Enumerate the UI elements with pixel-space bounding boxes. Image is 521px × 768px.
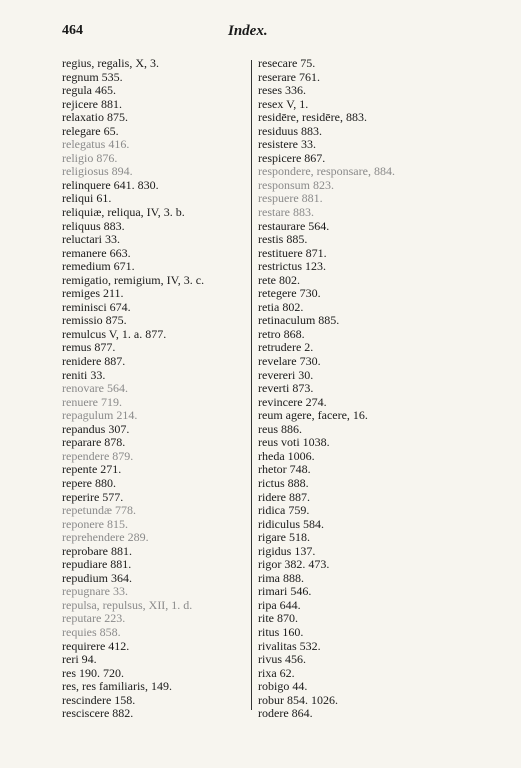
index-entry: reparare 878. — [62, 435, 126, 450]
index-entry: restis 885. — [258, 232, 308, 247]
index-entry: rima 888. — [258, 570, 304, 585]
index-entry: restrictus 123. — [258, 259, 326, 274]
index-entry: revereri 30. — [258, 367, 314, 382]
index-entry: reprobare 881. — [62, 543, 132, 558]
index-entry: relegatus 416. — [62, 137, 130, 152]
index-entry: regnum 535. — [62, 69, 123, 84]
index-entry: rescindere 158. — [62, 692, 136, 707]
index-entry: ridica 759. — [258, 503, 310, 518]
index-entry: restare 883. — [258, 205, 314, 220]
index-entry: renidere 887. — [62, 354, 126, 369]
index-entry: resex V, 1. — [258, 96, 309, 111]
index-entry: rigidus 137. — [258, 543, 316, 558]
index-entry: remedium 671. — [62, 259, 135, 274]
index-entry: robigo 44. — [258, 679, 308, 694]
index-entry: rictus 888. — [258, 475, 309, 490]
index-entry: repudiare 881. — [62, 557, 132, 572]
index-entry: repagulum 214. — [62, 408, 138, 423]
index-entry: ridere 887. — [258, 489, 310, 504]
index-entry: res, res familiaris, 149. — [62, 679, 172, 694]
index-entry: respuere 881. — [258, 191, 323, 206]
index-entry: res 190. 720. — [62, 665, 124, 680]
index-entry: retrudere 2. — [258, 340, 314, 355]
index-entry: requies 858. — [62, 624, 121, 639]
index-entry: rixa 62. — [258, 665, 295, 680]
index-entry: remanere 663. — [62, 245, 131, 260]
index-entry: rimari 546. — [258, 584, 312, 599]
index-entry: renovare 564. — [62, 381, 128, 396]
index-entry: rependere 879. — [62, 448, 134, 463]
index-entry: rete 802. — [258, 272, 300, 287]
index-entry: reluctari 33. — [62, 232, 120, 247]
index-entry: remiges 211. — [62, 286, 124, 301]
index-entry: respondere, responsare, 884. — [258, 164, 395, 179]
index-entry: repandus 307. — [62, 421, 130, 436]
index-entry: reus 886. — [258, 421, 302, 436]
index-entry: restituere 871. — [258, 245, 327, 260]
index-entry: repudium 364. — [62, 570, 132, 585]
index-entry: rigor 382. 473. — [258, 557, 330, 572]
index-entry: relaxatio 875. — [62, 110, 128, 125]
index-entry: restaurare 564. — [258, 218, 330, 233]
index-entry: reses 336. — [258, 83, 306, 98]
index-entry: retia 802. — [258, 299, 304, 314]
index-entry: reliquus 883. — [62, 218, 125, 233]
index-entry: regius, regalis, X, 3. — [62, 56, 159, 70]
index-entry: reliquiæ, reliqua, IV, 3. b. — [62, 205, 185, 220]
index-entry: reperire 577. — [62, 489, 124, 504]
index-entry: revincere 274. — [258, 394, 327, 409]
index-entry: reponere 815. — [62, 516, 128, 531]
index-entry: renuere 719. — [62, 394, 122, 409]
index-entry: reri 94. — [62, 652, 97, 667]
page-number: 464 — [62, 23, 83, 38]
index-entry: repulsa, repulsus, XII, 1. d. — [62, 597, 193, 612]
index-entry: retegere 730. — [258, 286, 321, 301]
index-column-right — [258, 57, 395, 721]
index-entry: rodere 864. — [258, 706, 313, 721]
index-entry: ripa 644. — [258, 597, 301, 612]
index-entry: resecare 75. — [258, 56, 316, 70]
index-entry: rivus 456. — [258, 652, 306, 667]
index-entry: reprehendere 289. — [62, 530, 149, 545]
index-entry: ridiculus 584. — [258, 516, 324, 531]
index-entry: responsum 823. — [258, 177, 334, 192]
index-entry: rite 870. — [258, 611, 298, 626]
index-entry: resistere 33. — [258, 137, 316, 152]
index-entry: reputare 223. — [62, 611, 126, 626]
index-entry: regula 465. — [62, 83, 116, 98]
index-entry: retinaculum 885. — [258, 313, 340, 328]
index-entry: rheda 1006. — [258, 448, 315, 463]
index-entry: residuus 883. — [258, 123, 322, 138]
index-entry: reniti 33. — [62, 367, 106, 382]
index-entry: repetundæ 778. — [62, 503, 136, 518]
index-entry: repere 880. — [62, 475, 116, 490]
index-entry: reus voti 1038. — [258, 435, 330, 450]
index-entry: repugnare 33. — [62, 584, 128, 599]
index-entry: residēre, residēre, 883. — [258, 110, 367, 125]
index-entry: reminisci 674. — [62, 299, 131, 314]
index-entry: reum agere, facere, 16. — [258, 408, 368, 423]
index-entry: remulcus V, 1. a. 877. — [62, 326, 167, 341]
index-entry: religiosus 894. — [62, 164, 133, 179]
index-entry: rejicere 881. — [62, 96, 122, 111]
index-entry: reverti 873. — [258, 381, 314, 396]
index-entry: requirere 412. — [62, 638, 130, 653]
index-entry: resciscere 882. — [62, 706, 134, 721]
index-entry: relegare 65. — [62, 123, 119, 138]
index-entry: robur 854. 1026. — [258, 692, 338, 707]
index-entry: rhetor 748. — [258, 462, 311, 477]
index-entry: reserare 761. — [258, 69, 320, 84]
column-divider — [251, 60, 252, 710]
index-entry: ritus 160. — [258, 624, 304, 639]
index-entry: remus 877. — [62, 340, 116, 355]
index-entry: reliqui 61. — [62, 191, 112, 206]
index-entry: rigare 518. — [258, 530, 310, 545]
index-entry: religio 876. — [62, 150, 118, 165]
index-entry: retro 868. — [258, 326, 305, 341]
index-entry: rivalitas 532. — [258, 638, 321, 653]
index-entry: remissio 875. — [62, 313, 127, 328]
index-entry: repente 271. — [62, 462, 122, 477]
index-column-left — [62, 57, 204, 721]
index-entry: revelare 730. — [258, 354, 321, 369]
running-head: Index. — [228, 23, 268, 39]
index-entry: remigatio, remigium, IV, 3. c. — [62, 272, 205, 287]
index-entry: relinquere 641. 830. — [62, 177, 159, 192]
index-entry: respicere 867. — [258, 150, 326, 165]
